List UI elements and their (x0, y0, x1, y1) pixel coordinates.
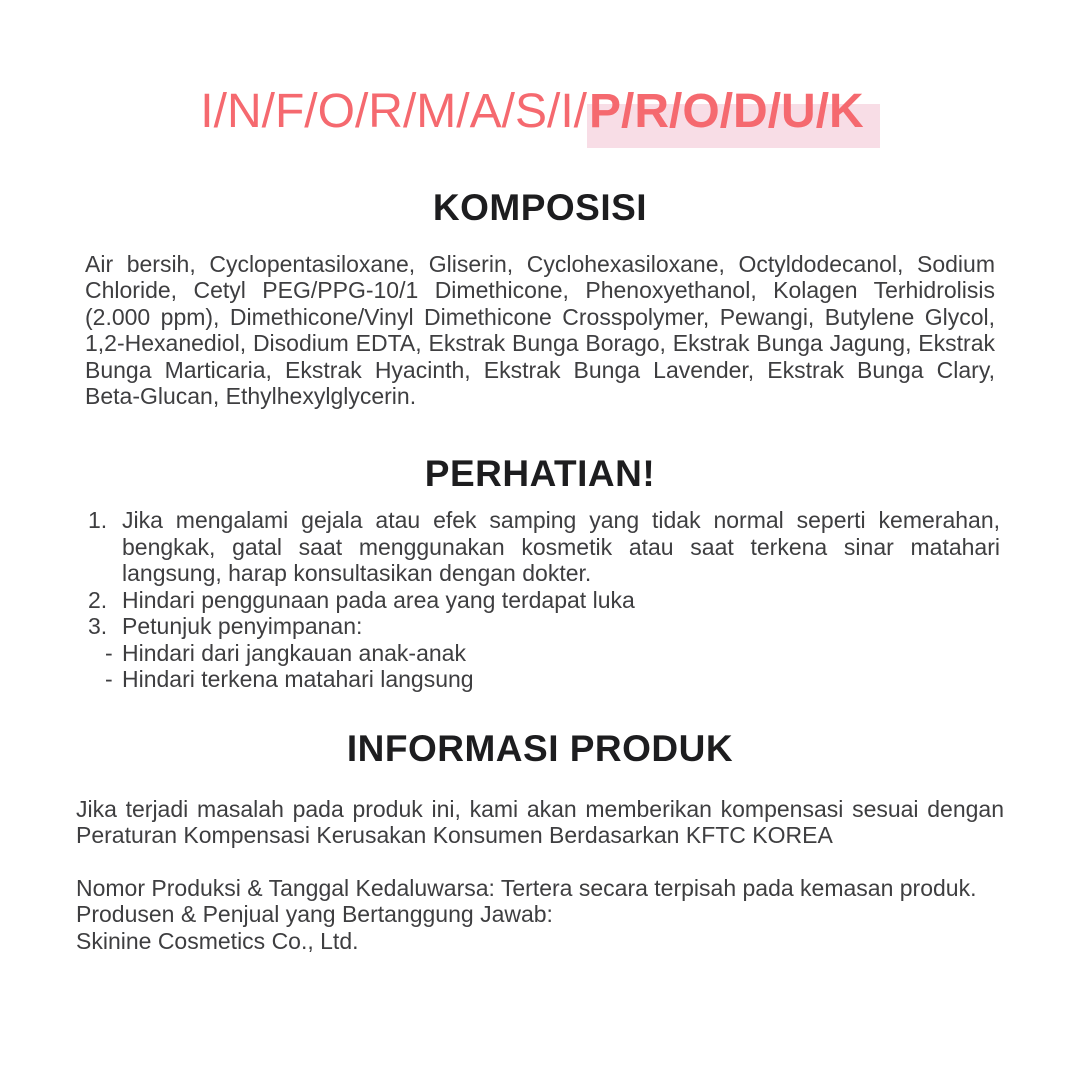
compensation-text: Jika terjadi masalah pada produk ini, kami akan memberikan kompensasi sesuai dengan Peraturan Kompensasi Kerusakan Konsumen Berdasarkan KFTC KOREA (76, 795, 1004, 849)
list-subitem (88, 666, 1000, 693)
list-item-number: 3. (88, 613, 108, 640)
list-subitem-text: Hindari terkena matahari langsung (122, 666, 474, 693)
production-number-text: Nomor Produksi & Tanggal Kedaluwarsa: Tertera secara terpisah pada kemasan produk. (76, 874, 977, 901)
page-title (0, 0, 1080, 136)
title-light-segment: I/N/F/O/R/M/A/S/I/ (200, 85, 587, 138)
informasi-produk-heading: INFORMASI PRODUK (346, 727, 734, 769)
list-item-text: Petunjuk penyimpanan: (122, 613, 363, 640)
section-perhatian (0, 454, 1080, 693)
list-item-text: Hindari penggunaan pada area yang terdapat luka (122, 586, 635, 613)
list-subitem-dash: - (105, 639, 113, 666)
komposisi-ingredients-text: Air bersih, Cyclopentasiloxane, Gliserin, Cyclohexasiloxane, Octyldodecanol, Sodium Chloride, Cetyl PEG/PPG-10/1 Dimethicone, Phenoxyethanol, Kolagen Terhidrolisis (2.000 ppm), Dimethicone/Vinyl Dimethicone Crosspolymer, Pewangi, Butylene Glycol, 1,2-Hexanediol, Disodium EDTA, Ekstrak Bunga Borago, Ekstrak Bunga Jagung, Ekstrak Bunga Marticaria, Ekstrak Hyacinth, Ekstrak Bunga Lavender, Ekstrak Bunga Clary, Beta-Glucan, Ethylhexylglycerin. (85, 250, 995, 410)
list-item (88, 613, 1000, 640)
title-bold-highlighted-segment: P/R/O/D/U/K (587, 85, 880, 148)
list-subitem-dash: - (105, 666, 113, 693)
list-subitem-text: Hindari dari jangkauan anak-anak (122, 639, 466, 666)
list-item-number: 2. (88, 586, 108, 613)
list-subitem (88, 640, 1000, 667)
producer-label-text: Produsen & Penjual yang Bertanggung Jawab: (76, 901, 553, 928)
section-komposisi (0, 188, 1080, 410)
perhatian-heading: PERHATIAN! (424, 452, 656, 494)
list-item-number: 1. (88, 507, 108, 534)
list-item-text: Jika mengalami gejala atau efek samping yang tidak normal seperti kemerahan, bengkak, gatal saat menggunakan kosmetik atau saat terkena sinar matahari langsung, harap konsultasikan dengan dokter. (122, 507, 1000, 587)
komposisi-heading: KOMPOSISI (432, 187, 648, 228)
section-informasi-produk (0, 729, 1080, 954)
list-item (88, 587, 1000, 614)
warning-list (88, 507, 1000, 693)
company-name-text: Skinine Cosmetics Co., Ltd. (76, 927, 359, 954)
list-item (88, 507, 1000, 587)
